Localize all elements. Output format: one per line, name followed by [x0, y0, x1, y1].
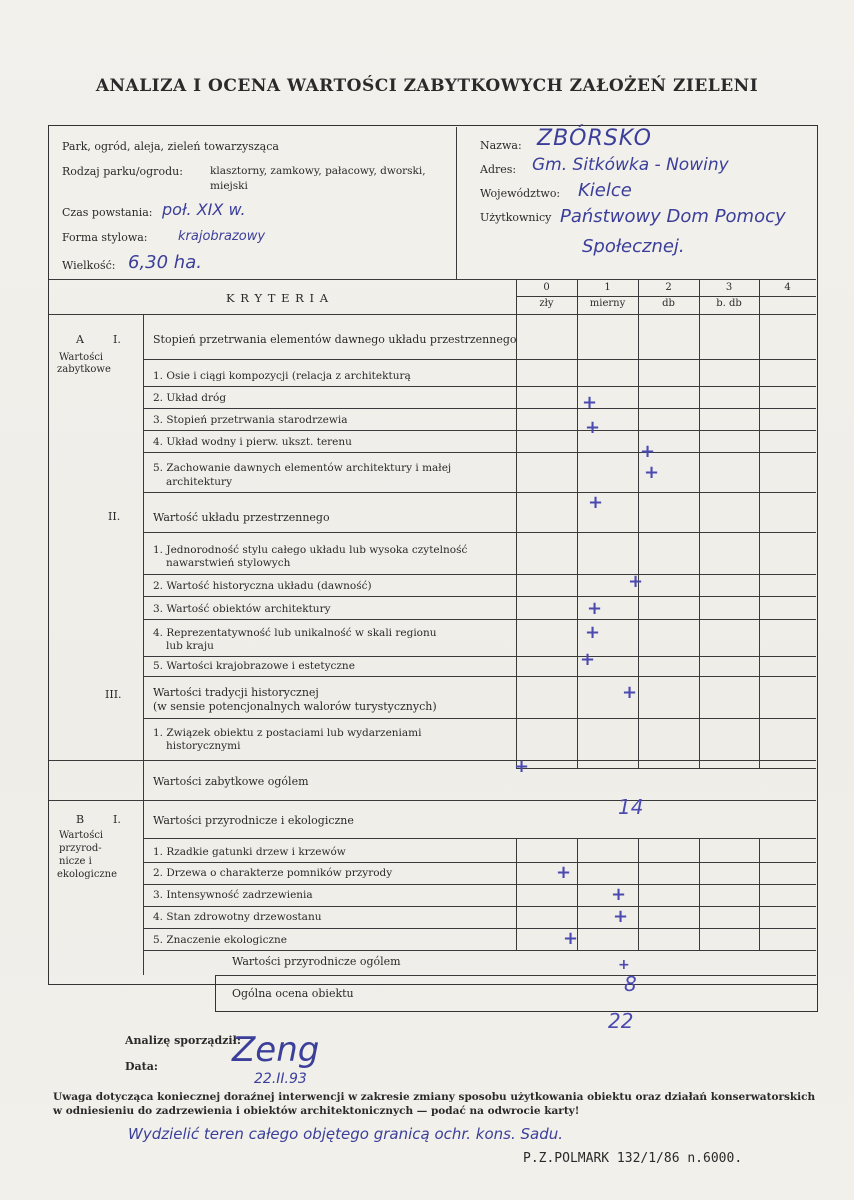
scale-mid-line	[516, 296, 816, 297]
section-b-heading: Wartości przyrodnicze i ekologiczne	[153, 814, 354, 827]
row-line	[143, 596, 816, 597]
name-value: ZBÓRSKO	[537, 126, 652, 151]
section-a-heading-3: Wartości tradycji historycznej	[153, 686, 319, 699]
b-col-4-left	[759, 838, 760, 950]
print-code: P.Z.POLMARK 132/1/86 n.6000.	[523, 1151, 743, 1166]
section-b-title-4: ekologiczne	[57, 869, 118, 880]
row-line	[143, 532, 816, 533]
row-line	[143, 452, 816, 453]
b-item-1: 1. Rzadkie gatunki drzew i krzewów	[153, 846, 346, 858]
b-item-3: 3. Intensywność zadrzewienia	[153, 889, 313, 901]
kind-label: Rodzaj parku/ogrodu:	[62, 165, 183, 178]
col-2-left	[638, 280, 639, 768]
criteria-header: K R Y T E R I A	[226, 291, 330, 305]
scale-label-1: mierny	[589, 298, 626, 309]
row-line	[143, 574, 816, 575]
mark-a2-4: +	[585, 622, 601, 643]
voivodeship-label: Województwo:	[480, 187, 561, 200]
row-line	[143, 862, 816, 863]
mark-b-total: +	[618, 957, 630, 973]
a-total-label: Wartości zabytkowe ogólem	[153, 775, 309, 788]
created-value: poł. XIX w.	[162, 200, 246, 219]
row-line	[143, 718, 816, 719]
style-label: Forma stylowa:	[62, 231, 148, 244]
mark-a2-3: +	[587, 598, 603, 619]
row-line	[143, 838, 816, 839]
section-b-bottom	[215, 975, 816, 976]
b-col-0-left	[516, 838, 517, 950]
name-label: Nazwa:	[480, 139, 522, 152]
a-total-value: 14	[618, 795, 644, 819]
size-label: Wielkość:	[62, 259, 116, 272]
header-bottom-line	[49, 279, 816, 280]
mark-a1-3: +	[585, 417, 601, 438]
size-value: 6,30 ha.	[128, 252, 202, 273]
row-line	[143, 884, 816, 885]
header-divider	[456, 127, 457, 279]
date-label: Data:	[125, 1060, 158, 1073]
a1-item-5: 5. Zachowanie dawnych elementów architektury i małej	[153, 462, 452, 474]
section-a-heading-3-cont: (w sensie potencjonalnych walorów turystycznych)	[153, 700, 437, 713]
mark-a1-total: +	[588, 492, 604, 513]
a2-item-2: 2. Wartość historyczna układu (dawność)	[153, 580, 372, 592]
col-3-left	[699, 280, 700, 768]
b-total-label: Wartości przyrodnicze ogólem	[232, 955, 401, 968]
a2-item-5: 5. Wartości krajobrazowe i estetyczne	[153, 660, 355, 672]
section-a-roman-1: I.	[113, 333, 121, 346]
handwritten-note: Wydzielić teren całego objętego granicą ochr. kons. Sadu.	[128, 1125, 563, 1143]
row-line	[143, 430, 816, 431]
a2-item-1-cont: nawarstwień stylowych	[166, 557, 291, 569]
a1-item-3: 3. Stopień przetrwania starodrzewia	[153, 414, 348, 426]
mark-a1-4: +	[640, 441, 656, 462]
row-line	[516, 768, 816, 769]
address-label: Adres:	[480, 163, 517, 176]
mark-a1-5: +	[644, 462, 660, 483]
scale-label-2: db	[662, 298, 675, 309]
mark-b-3: +	[611, 884, 627, 905]
row-line	[143, 906, 816, 907]
kind-options: klasztorny, zamkowy, pałacowy, dworski,	[210, 165, 426, 177]
signature: Zeng	[232, 1030, 320, 1070]
section-a-bottom	[49, 800, 816, 801]
scale-num-2: 2	[665, 282, 672, 293]
mark-a-total: +	[514, 756, 530, 777]
row-line	[143, 492, 816, 493]
kind-options-2: miejski	[210, 180, 248, 192]
type-label: Park, ogród, aleja, zieleń towarzysząca	[62, 140, 279, 153]
address-value: Gm. Sitkówka - Nowiny	[532, 155, 729, 175]
a2-item-4-cont: lub kraju	[166, 640, 214, 652]
mark-a1-2: +	[582, 392, 598, 413]
section-a-roman-3: III.	[105, 688, 122, 701]
scale-label-0: zły	[539, 298, 554, 309]
col-0-left	[516, 280, 517, 768]
row-line	[143, 676, 816, 677]
a1-item-2: 2. Układ dróg	[153, 392, 227, 404]
row-line	[143, 656, 816, 657]
a2-item-3: 3. Wartość obiektów architektury	[153, 603, 331, 615]
row-line	[143, 950, 816, 951]
criteria-header-bottom	[49, 314, 816, 315]
section-divider	[143, 315, 144, 975]
section-a-letter: A	[76, 333, 84, 346]
created-label: Czas powstania:	[62, 206, 153, 219]
a1-item-5-cont: architektury	[166, 476, 233, 488]
a3-item-1: 1. Związek obiektu z postaciami lub wydarzeniami	[153, 727, 422, 739]
section-b-title-1: Wartości	[59, 830, 104, 841]
mark-a2-2: +	[628, 571, 644, 592]
scale-num-0: 0	[543, 282, 550, 293]
section-a-heading-1: Stopień przetrwania elementów dawnego układu przestrzennego	[153, 333, 517, 346]
mark-a3: +	[622, 682, 638, 703]
scale-num-3: 3	[725, 282, 733, 293]
b-item-5: 5. Znaczenie ekologiczne	[153, 934, 288, 946]
a1-item-4: 4. Układ wodny i pierw. ukszt. terenu	[153, 436, 352, 448]
section-b-title-2: przyrod-	[59, 843, 102, 854]
note-line-1: Uwaga dotycząca koniecznej doraźnej interwencji w zakresie zmiany sposobu użytkowania obiektu oraz działań konserwatorskich	[53, 1091, 816, 1103]
section-b-roman-1: I.	[113, 813, 121, 826]
a2-item-4: 4. Reprezentatywność lub unikalność w skali regionu	[153, 627, 437, 639]
section-a-roman-2: II.	[108, 510, 121, 523]
row-line	[143, 928, 816, 929]
mark-b-5: +	[563, 928, 579, 949]
scale-num-4: 4	[784, 282, 791, 293]
note-line-2: w odniesieniu do zadrzewienia i obiektów architektonicznych — podać na odwrocie karty!	[53, 1105, 580, 1117]
section-b-title-3: nicze i	[59, 856, 92, 867]
b-item-2: 2. Drzewa o charakterze pomników przyrody	[153, 867, 393, 879]
users-label: Użytkownicy	[480, 211, 552, 224]
b-item-4: 4. Stan zdrowotny drzewostanu	[153, 911, 322, 923]
mark-b-2: +	[556, 862, 572, 883]
row-line	[49, 760, 816, 761]
date-value: 22.II.93	[254, 1071, 307, 1087]
row-line	[143, 408, 816, 409]
a2-item-1: 1. Jednorodność stylu całego układu lub wysoka czytelność	[153, 544, 468, 556]
form-title: ANALIZA I OCENA WARTOŚCI ZABYTKOWYCH ZAŁOŻEŃ ZIELENI	[95, 76, 759, 96]
b-col-2-left	[638, 838, 639, 950]
style-value: krajobrazowy	[178, 229, 266, 244]
section-b-letter: B	[76, 813, 85, 826]
b-col-3-left	[699, 838, 700, 950]
users-value-2: Społecznej.	[582, 236, 685, 257]
mark-b-4: +	[613, 906, 629, 927]
col-1-left	[577, 280, 578, 768]
a1-item-1: 1. Osie i ciągi kompozycji (relacja z architekturą	[153, 370, 411, 382]
overall-value: 22	[608, 1009, 634, 1033]
a3-item-1-cont: historycznymi	[166, 740, 241, 752]
section-a-title-2: zabytkowe	[57, 364, 111, 375]
row-line	[143, 619, 816, 620]
voivodeship-value: Kielce	[578, 180, 632, 201]
row-line	[143, 359, 816, 360]
b-total-value: 8	[624, 972, 637, 996]
row-line	[143, 386, 816, 387]
scale-label-3: b. db	[716, 298, 742, 309]
section-a-heading-2: Wartość układu przestrzennego	[153, 511, 330, 524]
section-a-title-1: Wartości	[59, 352, 104, 363]
col-4-left	[759, 280, 760, 768]
users-value-1: Państwowy Dom Pomocy	[560, 206, 786, 227]
mark-a2-5: +	[580, 649, 596, 670]
scale-num-1: 1	[604, 282, 611, 293]
overall-label: Ogólna ocena obiektu	[232, 987, 354, 1000]
prepared-label: Analizę sporządził:	[125, 1034, 241, 1047]
